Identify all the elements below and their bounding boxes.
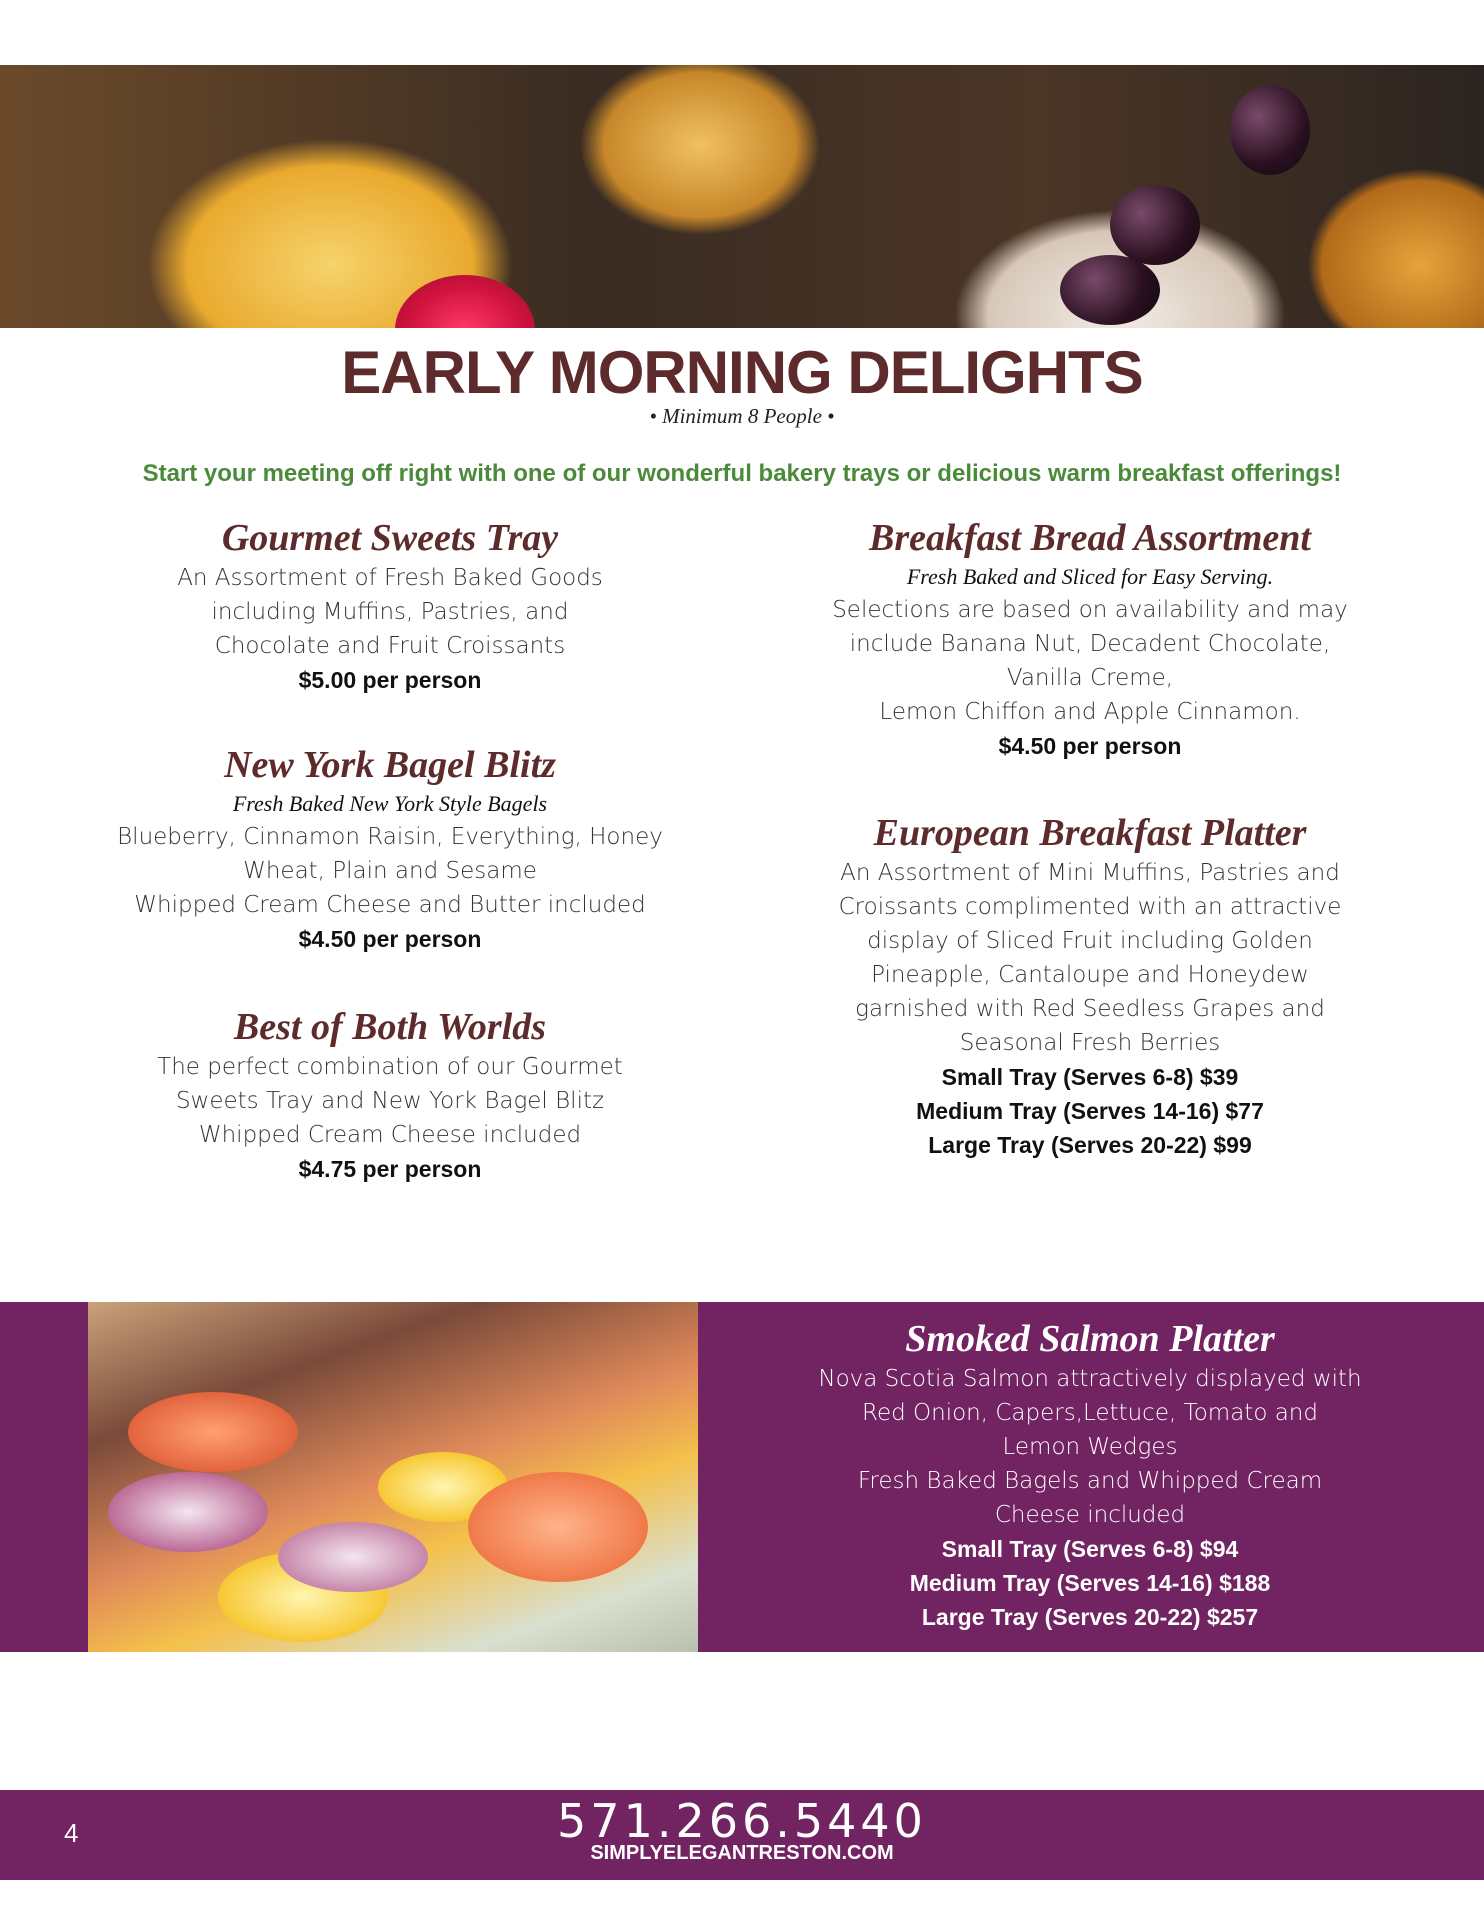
salmon-slice — [468, 1472, 648, 1582]
onion-slice — [278, 1522, 428, 1592]
item-description: An Assortment of Fresh Baked Goods including Muffins, Pastries, and Chocolate and Fruit Croissants — [177, 565, 603, 659]
item-note: Fresh Baked and Sliced for Easy Serving. — [906, 564, 1274, 589]
item-price-large: Large Tray (Serves 20-22) $99 — [928, 1132, 1252, 1158]
item-price-small: Small Tray (Serves 6-8) $94 — [941, 1536, 1239, 1562]
item-price: $5.00 per person — [298, 667, 482, 693]
tagline: Start your meeting off right with one of our wonderful bakery trays or delicious warm breakfast offerings! — [142, 460, 1342, 487]
item-description: The perfect combination of our Gourmet Sweets Tray and New York Bagel Blitz Whipped Cream Cheese included — [157, 1054, 623, 1148]
onion-slice — [108, 1472, 268, 1552]
salmon-platter-text — [800, 1316, 1380, 1634]
item-price-medium: Medium Tray (Serves 14-16) $77 — [916, 1098, 1264, 1124]
menu-item-best-of-both — [110, 1004, 670, 1186]
item-name: Smoked Salmon Platter — [905, 1318, 1275, 1360]
menu-item-bagel-blitz — [110, 742, 670, 956]
menu-item-gourmet-sweets — [110, 515, 670, 697]
item-price: $4.75 per person — [298, 1156, 482, 1182]
item-description: Blueberry, Cinnamon Raisin, Everything, Honey Wheat, Plain and Sesame Whipped Cream Cheese and Butter included — [117, 824, 663, 918]
blackberry — [1110, 185, 1200, 265]
item-price: $4.50 per person — [298, 926, 482, 952]
item-price-small: Small Tray (Serves 6-8) $39 — [941, 1064, 1239, 1090]
website-link[interactable]: SIMPLYELEGANTRESTON.COM — [590, 1842, 894, 1864]
item-price-medium: Medium Tray (Serves 14-16) $188 — [909, 1570, 1271, 1596]
item-name: Best of Both Worlds — [233, 1006, 547, 1048]
item-description: Selections are based on availability and may include Banana Nut, Decadent Chocolate, Vanilla Creme, Lemon Chiffon and Apple Cinnamon. — [832, 597, 1348, 725]
item-description: An Assortment of Mini Muffins, Pastries and Croissants complimented with an attractive display of Sliced Fruit including Golden Pineapple, Cantaloupe and Honeydew garnished with Red Seedless Grapes and Seasonal Fresh Berries — [838, 860, 1342, 1056]
item-name: Gourmet Sweets Tray — [221, 517, 559, 559]
item-price: $4.50 per person — [998, 733, 1182, 759]
page-number: 4 — [64, 1818, 79, 1848]
phone-number: 571.266.5440 — [557, 1794, 927, 1848]
hero-pastry-image — [0, 65, 1484, 328]
salmon-platter-image — [88, 1302, 698, 1652]
blackberry — [1230, 85, 1310, 175]
item-price-large: Large Tray (Serves 20-22) $257 — [921, 1604, 1259, 1630]
jam-filling — [395, 275, 535, 328]
page-title: EARLY MORNING DELIGHTS — [341, 339, 1143, 406]
item-note: Fresh Baked New York Style Bagels — [232, 791, 548, 816]
item-name: European Breakfast Platter — [873, 812, 1307, 854]
menu-item-european-platter — [800, 810, 1380, 1162]
item-description: Nova Scotia Salmon attractively displayed with Red Onion, Capers,Lettuce, Tomato and Lemon Wedges Fresh Baked Bagels and Whipped Cream Cheese included — [818, 1366, 1362, 1528]
item-name: Breakfast Bread Assortment — [869, 517, 1311, 559]
salmon-slice — [128, 1392, 298, 1472]
menu-item-breakfast-bread — [800, 515, 1380, 763]
blackberry — [1060, 255, 1160, 325]
item-name: New York Bagel Blitz — [224, 744, 556, 786]
page-subtitle: • Minimum 8 People • — [649, 404, 835, 428]
